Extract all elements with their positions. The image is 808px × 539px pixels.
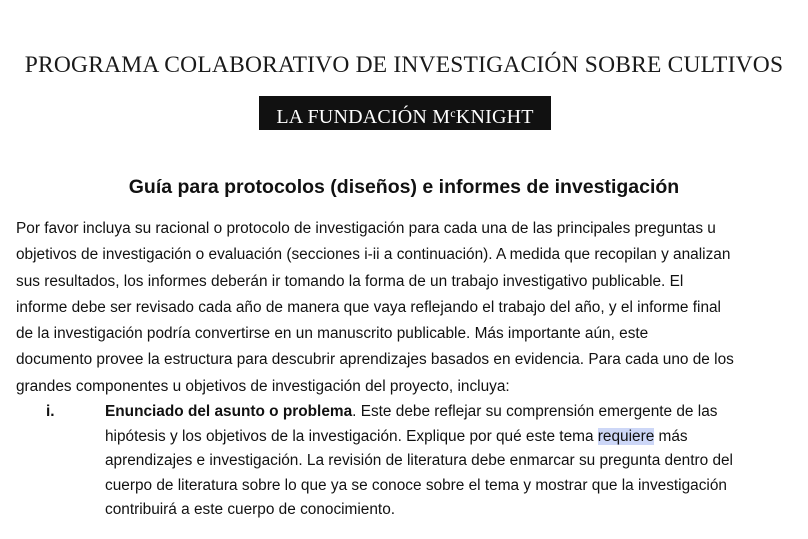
item-line2-after: más <box>654 427 688 445</box>
item-line1-text: . Este debe reflejar su comprensión emergente de las <box>352 403 718 420</box>
list-item-marker: i. <box>46 403 55 420</box>
item-line <box>105 425 805 450</box>
intro-line: informe debe ser revisado cada año de manera que vaya reflejando el trabajo del año, y el informe final <box>16 298 721 316</box>
intro-line: grandes componentes u objetivos de investigación del proyecto, incluya: <box>16 377 510 395</box>
intro-line: documento provee la estructura para descubrir aprendizajes basados en evidencia. Para cada uno de los <box>16 351 734 369</box>
item-line: cuerpo de literatura sobre lo que ya se conoce sobre el tema y mostrar que la investigación <box>105 476 727 494</box>
document-heading: Guía para protocolos (diseños) e informes de investigación <box>128 176 680 198</box>
intro-line: sus resultados, los informes deberán ir tomando la forma de un trabajo investigativo publicable. El <box>16 272 684 290</box>
item-line <box>105 400 805 425</box>
foundation-name-superscript: c <box>450 106 456 120</box>
item-line2-before: hipótesis y los objetivos de la investigación. Explique por qué este tema <box>105 427 598 445</box>
item-title: Enunciado del asunto o problema <box>105 403 353 420</box>
item-line: aprendizajes e investigación. La revisión de literatura debe enmarcar su pregunta dentro del <box>105 452 733 469</box>
list-item-body <box>105 400 805 523</box>
intro-line: objetivos de investigación o evaluación (secciones i-ii a continuación). A medida que recopilan y analizan <box>16 246 731 264</box>
intro-line: Por favor incluya su racional o protocolo de investigación para cada una de las principales preguntas u <box>16 220 716 237</box>
foundation-name-prefix: LA FUNDACIÓN M <box>276 106 451 128</box>
program-title: PROGRAMA COLABORATIVO DE INVESTIGACIÓN SOBRE CULTIVOS <box>24 52 784 78</box>
foundation-name-suffix: KNIGHT <box>455 106 534 128</box>
foundation-banner <box>259 96 551 130</box>
item-line: contribuirá a este cuerpo de conocimiento. <box>105 501 396 518</box>
selected-word[interactable]: requiere <box>597 427 655 445</box>
intro-line: de la investigación podría convertirse en un manuscrito publicable. Más importante aún, este <box>16 325 649 343</box>
intro-paragraph <box>16 216 808 400</box>
